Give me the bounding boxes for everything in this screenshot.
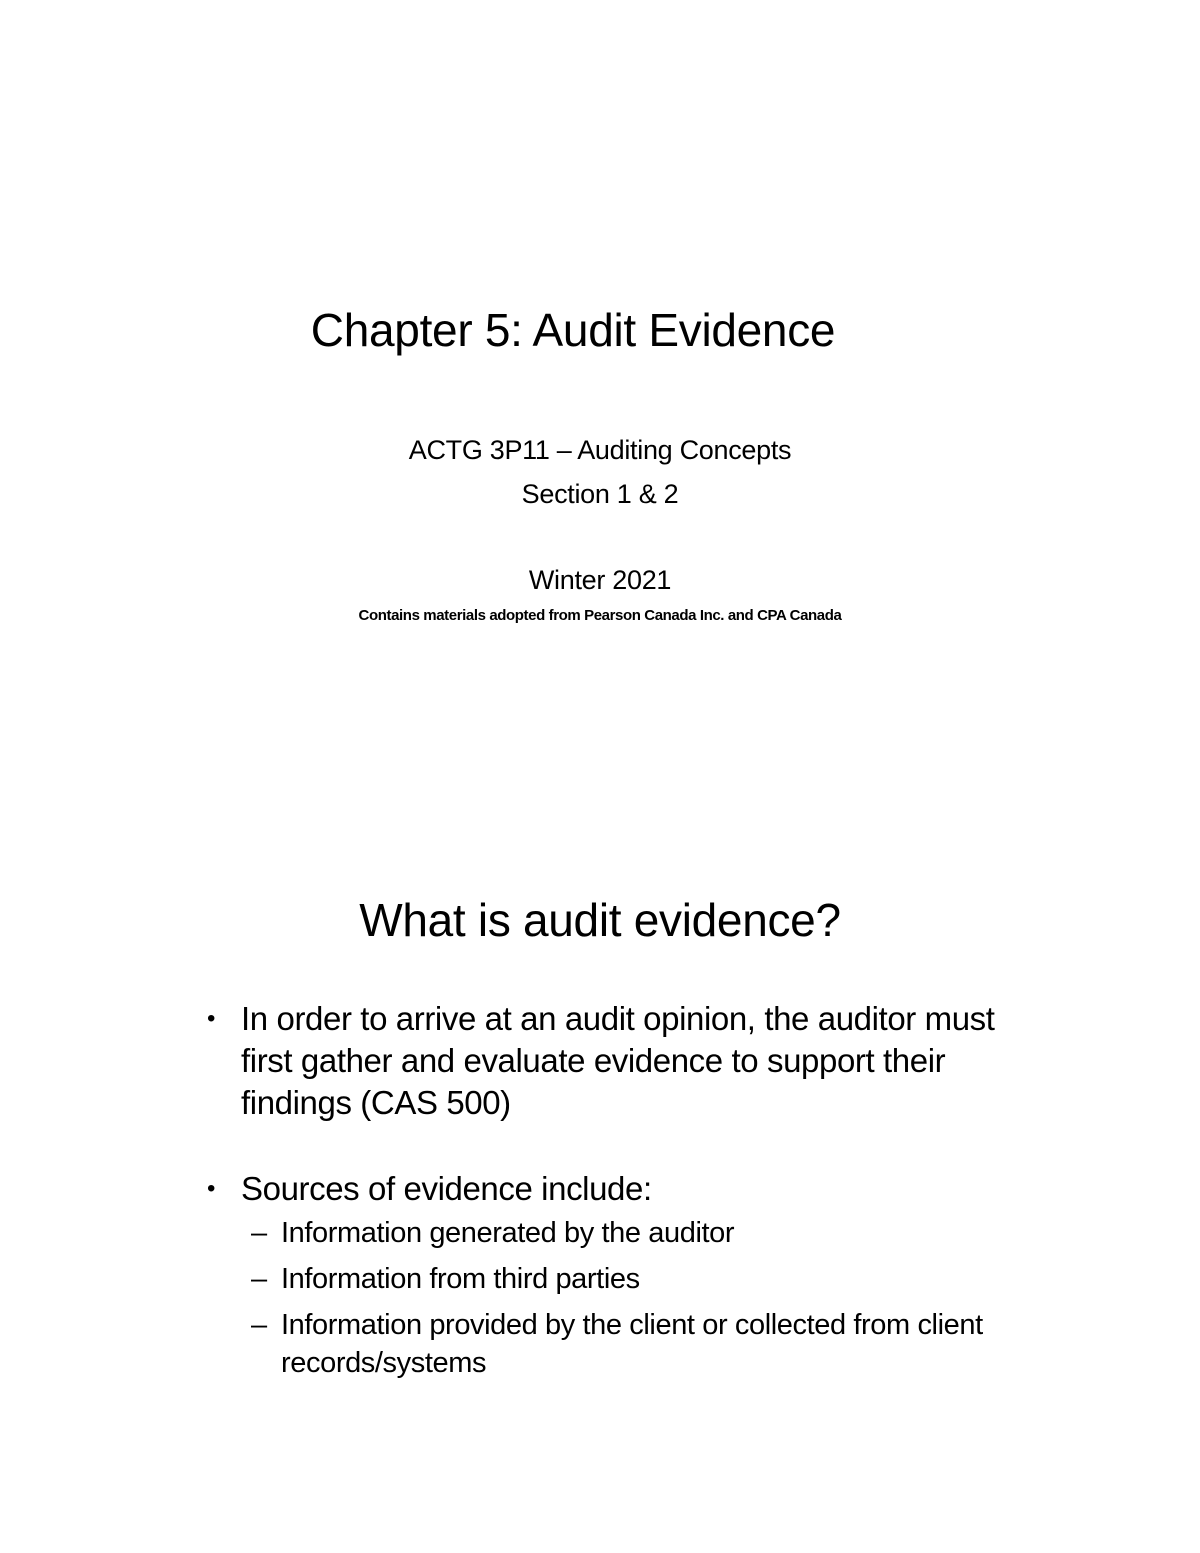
sub-list (241, 1214, 1027, 1382)
sub-marker: – (251, 1263, 267, 1295)
slide-title: What is audit evidence? (359, 894, 841, 946)
bullet-item (207, 1168, 1027, 1382)
sub-item (241, 1306, 1027, 1382)
course-name: ACTG 3P11 – Auditing Concepts (408, 435, 792, 465)
sub-item (241, 1214, 1027, 1252)
sub-marker: – (251, 1309, 267, 1341)
content-slide (0, 760, 1200, 1553)
bullet-text: In order to arrive at an audit opinion, the auditor must first gather and evaluate evidence to support their findings (CAS 500) (241, 1000, 995, 1121)
bullet-item (207, 998, 1027, 1124)
sub-item-text: Information provided by the client or collected from client records/systems (281, 1309, 983, 1379)
credit-note: Contains materials adopted from Pearson Canada Inc. and CPA Canada (358, 607, 842, 624)
sub-item-text: Information generated by the auditor (281, 1217, 735, 1249)
section-label: Section 1 & 2 (521, 479, 679, 509)
sub-item (241, 1260, 1027, 1298)
bullet-marker: • (207, 1175, 216, 1202)
chapter-title: Chapter 5: Audit Evidence (310, 304, 836, 356)
sub-item-text: Information from third parties (281, 1263, 640, 1295)
bullet-text: Sources of evidence include: (241, 1170, 652, 1207)
bullet-marker: • (207, 1005, 216, 1032)
sub-marker: – (251, 1217, 267, 1249)
title-slide (0, 0, 1200, 760)
bullet-list (207, 998, 1027, 1390)
term-label: Winter 2021 (528, 565, 672, 595)
